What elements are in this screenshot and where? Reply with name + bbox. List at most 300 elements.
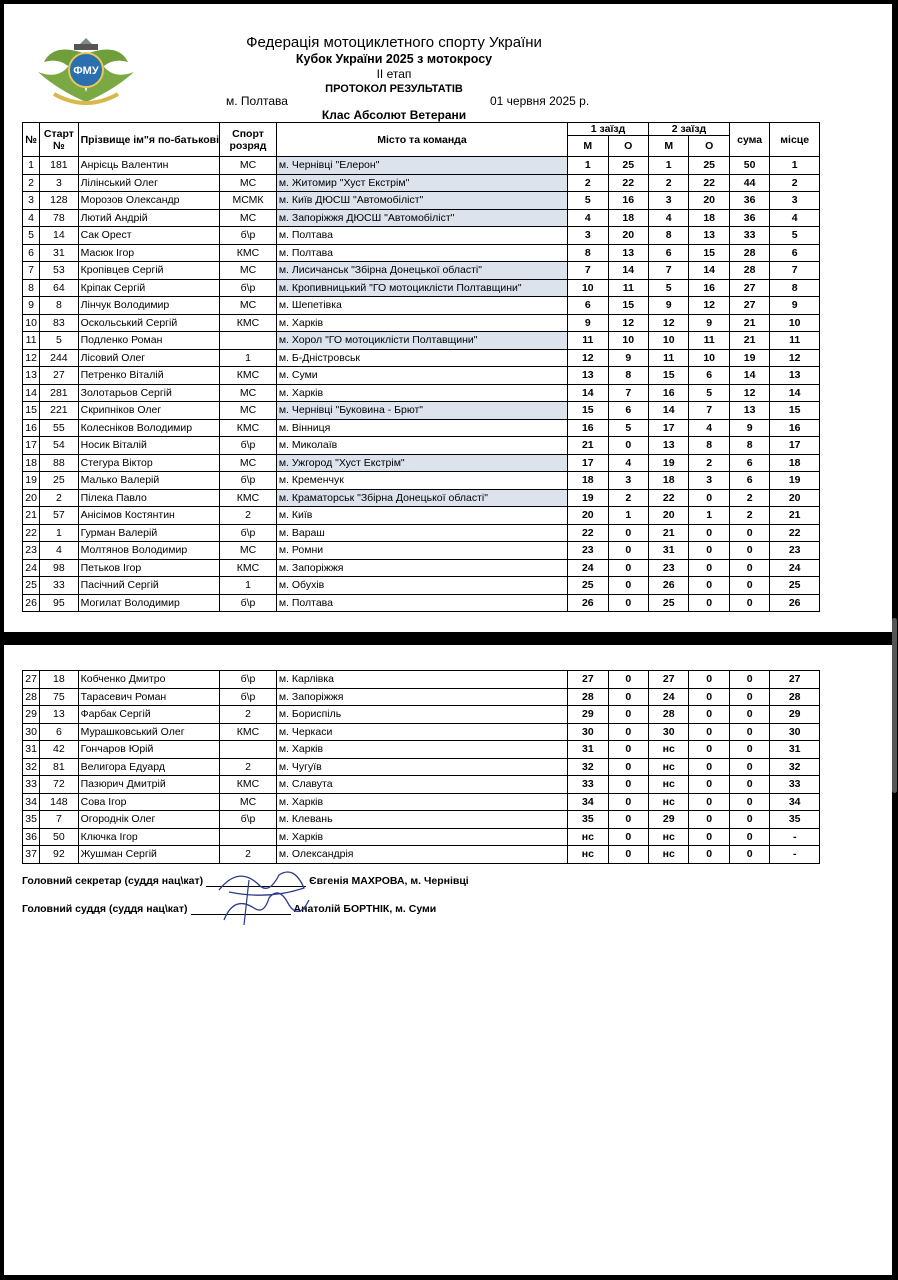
r2-m: 1	[649, 157, 689, 175]
table-row	[23, 472, 820, 490]
sport-rank: МС	[220, 793, 277, 811]
sport-rank: КМС	[220, 244, 277, 262]
r1-o: 14	[608, 262, 648, 280]
place: 18	[770, 454, 820, 472]
sum: 0	[729, 811, 769, 829]
team: м. Славута	[276, 776, 567, 794]
sum: 33	[729, 227, 769, 245]
place: 17	[770, 437, 820, 455]
start-number: 6	[40, 723, 78, 741]
start-number: 25	[40, 472, 78, 490]
team: м. Харків	[276, 314, 567, 332]
row-num: 35	[23, 811, 40, 829]
table-row	[23, 776, 820, 794]
place: 7	[770, 262, 820, 280]
r1-m: 25	[568, 577, 608, 595]
r2-m: 13	[649, 437, 689, 455]
rider-name: Морозов Олександр	[78, 192, 220, 210]
r1-m: 33	[568, 776, 608, 794]
r1-m: 34	[568, 793, 608, 811]
r2-m: 16	[649, 384, 689, 402]
team: м. Хорол "ГО мотоциклісти Полтавщини"	[276, 332, 567, 350]
place: 5	[770, 227, 820, 245]
start-number: 72	[40, 776, 78, 794]
sum: 0	[729, 793, 769, 811]
sport-rank: МС	[220, 454, 277, 472]
row-num: 12	[23, 349, 40, 367]
r1-o: 0	[608, 776, 648, 794]
sport-rank: КМС	[220, 776, 277, 794]
handwritten-signatures	[209, 860, 319, 930]
row-num: 24	[23, 559, 40, 577]
r1-m: 29	[568, 706, 608, 724]
r1-m: 12	[568, 349, 608, 367]
row-num: 7	[23, 262, 40, 280]
sum: 19	[729, 349, 769, 367]
col-team: Місто та команда	[276, 123, 567, 157]
sum: 0	[729, 542, 769, 560]
sport-rank: б\р	[220, 594, 277, 612]
table-row	[23, 297, 820, 315]
r2-m: 25	[649, 594, 689, 612]
r1-m: 17	[568, 454, 608, 472]
start-number: 14	[40, 227, 78, 245]
r1-m: 24	[568, 559, 608, 577]
r2-o: 0	[689, 577, 729, 595]
sum: 0	[729, 846, 769, 864]
table-row	[23, 349, 820, 367]
team: м. Харків	[276, 384, 567, 402]
table-row	[23, 723, 820, 741]
row-num: 14	[23, 384, 40, 402]
r2-o: 0	[689, 776, 729, 794]
r2-m: 20	[649, 507, 689, 525]
row-num: 3	[23, 192, 40, 210]
r2-o: 0	[689, 741, 729, 759]
protocol-title: ПРОТОКОЛ РЕЗУЛЬТАТІВ	[325, 83, 463, 95]
col-r2-m: М	[649, 136, 689, 157]
table-row	[23, 157, 820, 175]
row-num: 30	[23, 723, 40, 741]
table-row	[23, 828, 820, 846]
rider-name: Лілінський Олег	[78, 174, 220, 192]
secretary-name: Євгенія МАХРОВА, м. Чернівці	[309, 875, 469, 887]
place: 35	[770, 811, 820, 829]
r2-m: 14	[649, 402, 689, 420]
r1-o: 18	[608, 209, 648, 227]
r2-m: 30	[649, 723, 689, 741]
r1-o: 0	[608, 723, 648, 741]
sum: 21	[729, 314, 769, 332]
team: м. Лисичанськ "Збірна Донецької області"	[276, 262, 567, 280]
r1-m: 4	[568, 209, 608, 227]
row-num: 6	[23, 244, 40, 262]
row-num: 16	[23, 419, 40, 437]
sport-rank	[220, 741, 277, 759]
table-row	[23, 384, 820, 402]
start-number: 181	[40, 157, 78, 175]
place: 19	[770, 472, 820, 490]
sport-rank: б\р	[220, 227, 277, 245]
place: 28	[770, 688, 820, 706]
sum: 0	[729, 688, 769, 706]
r1-o: 0	[608, 594, 648, 612]
rider-name: Масюк Ігор	[78, 244, 220, 262]
sport-rank: 1	[220, 577, 277, 595]
sport-rank: 2	[220, 758, 277, 776]
sport-rank: б\р	[220, 811, 277, 829]
scrollbar-thumb[interactable]	[892, 618, 897, 793]
rider-name: Лінчук Володимир	[78, 297, 220, 315]
row-num: 5	[23, 227, 40, 245]
start-number: 98	[40, 559, 78, 577]
stage-title: ІІ етап	[376, 67, 412, 81]
start-number: 128	[40, 192, 78, 210]
r2-o: 6	[689, 367, 729, 385]
sum: 14	[729, 367, 769, 385]
table-row	[23, 671, 820, 689]
r2-m: 27	[649, 671, 689, 689]
r1-m: 19	[568, 489, 608, 507]
results-table-continued	[22, 670, 820, 864]
r1-m: 31	[568, 741, 608, 759]
row-num: 11	[23, 332, 40, 350]
team: м. Харків	[276, 793, 567, 811]
sport-rank: КМС	[220, 489, 277, 507]
r2-o: 0	[689, 758, 729, 776]
place: 21	[770, 507, 820, 525]
r2-m: 28	[649, 706, 689, 724]
rider-name: Носик Віталій	[78, 437, 220, 455]
place: 25	[770, 577, 820, 595]
rider-name: Кобченко Дмитро	[78, 671, 220, 689]
r2-o: 0	[689, 688, 729, 706]
r1-m: 20	[568, 507, 608, 525]
start-number: 33	[40, 577, 78, 595]
place: 20	[770, 489, 820, 507]
table-row	[23, 209, 820, 227]
col-r2-o: О	[689, 136, 729, 157]
row-num: 1	[23, 157, 40, 175]
sum: 36	[729, 192, 769, 210]
place: 26	[770, 594, 820, 612]
row-num: 23	[23, 542, 40, 560]
sport-rank: КМС	[220, 559, 277, 577]
r2-o: 0	[689, 706, 729, 724]
rider-name: Пазюрич Дмитрій	[78, 776, 220, 794]
rider-name: Сова Ігор	[78, 793, 220, 811]
team: м. Полтава	[276, 244, 567, 262]
start-number: 31	[40, 244, 78, 262]
start-number: 27	[40, 367, 78, 385]
r2-m: 18	[649, 472, 689, 490]
r2-m: 10	[649, 332, 689, 350]
table-row	[23, 174, 820, 192]
team: м. Вараш	[276, 524, 567, 542]
start-number: 3	[40, 174, 78, 192]
results-sheet-page-1	[4, 4, 892, 632]
r1-o: 5	[608, 419, 648, 437]
rider-name: Золотарьов Сергій	[78, 384, 220, 402]
r1-o: 0	[608, 688, 648, 706]
results-table	[22, 122, 820, 612]
rider-name: Гурман Валерій	[78, 524, 220, 542]
place: 32	[770, 758, 820, 776]
row-num: 26	[23, 594, 40, 612]
sport-rank: б\р	[220, 671, 277, 689]
r2-m: 12	[649, 314, 689, 332]
r1-m: 28	[568, 688, 608, 706]
r1-m: 13	[568, 367, 608, 385]
table-row	[23, 758, 820, 776]
table-row	[23, 332, 820, 350]
sum: 0	[729, 594, 769, 612]
table-row	[23, 542, 820, 560]
col-race2: 2 заїзд	[649, 123, 730, 136]
start-number: 81	[40, 758, 78, 776]
table-row	[23, 594, 820, 612]
sport-rank: МС	[220, 297, 277, 315]
r2-o: 0	[689, 723, 729, 741]
r1-m: 26	[568, 594, 608, 612]
sum: 27	[729, 297, 769, 315]
r1-o: 0	[608, 577, 648, 595]
r1-o: 0	[608, 706, 648, 724]
rider-name: Гончаров Юрій	[78, 741, 220, 759]
event-date: 01 червня 2025 р.	[490, 94, 590, 108]
sport-rank: МС	[220, 384, 277, 402]
sport-rank: МС	[220, 209, 277, 227]
rider-name: Подленко Роман	[78, 332, 220, 350]
sum: 0	[729, 758, 769, 776]
col-rank: Спорт розряд	[220, 123, 277, 157]
start-number: 8	[40, 297, 78, 315]
r1-m: 10	[568, 279, 608, 297]
table-row	[23, 244, 820, 262]
r1-m: 5	[568, 192, 608, 210]
col-place: місце	[770, 123, 820, 157]
r1-o: 0	[608, 524, 648, 542]
table-row	[23, 577, 820, 595]
r2-o: 20	[689, 192, 729, 210]
r2-o: 0	[689, 828, 729, 846]
r1-o: 12	[608, 314, 648, 332]
r1-o: 8	[608, 367, 648, 385]
row-num: 36	[23, 828, 40, 846]
table-row	[23, 367, 820, 385]
start-number: 18	[40, 671, 78, 689]
r1-o: 22	[608, 174, 648, 192]
sum: 0	[729, 828, 769, 846]
sum: 0	[729, 559, 769, 577]
start-number: 64	[40, 279, 78, 297]
r2-m: нс	[649, 828, 689, 846]
r1-m: 6	[568, 297, 608, 315]
r2-m: 15	[649, 367, 689, 385]
sum: 36	[729, 209, 769, 227]
place: 31	[770, 741, 820, 759]
event-city: м. Полтава	[226, 94, 288, 108]
sport-rank: КМС	[220, 367, 277, 385]
r1-o: 20	[608, 227, 648, 245]
team: м. Чернівці "Буковина - Брют"	[276, 402, 567, 420]
r1-o: 15	[608, 297, 648, 315]
r1-m: 7	[568, 262, 608, 280]
row-num: 33	[23, 776, 40, 794]
place: 29	[770, 706, 820, 724]
r2-o: 4	[689, 419, 729, 437]
col-num: №	[23, 123, 40, 157]
r1-o: 11	[608, 279, 648, 297]
sport-rank: МСМК	[220, 192, 277, 210]
row-num: 31	[23, 741, 40, 759]
sum: 44	[729, 174, 769, 192]
place: 12	[770, 349, 820, 367]
col-name: Прізвище ім"я по-батькові	[78, 123, 220, 157]
start-number: 244	[40, 349, 78, 367]
team: м. Клевань	[276, 811, 567, 829]
r2-m: 6	[649, 244, 689, 262]
table-row	[23, 688, 820, 706]
r2-m: нс	[649, 758, 689, 776]
rider-name: Анрієць Валентин	[78, 157, 220, 175]
r1-o: 0	[608, 828, 648, 846]
sport-rank: 2	[220, 507, 277, 525]
sum: 9	[729, 419, 769, 437]
row-num: 18	[23, 454, 40, 472]
r2-m: 8	[649, 227, 689, 245]
col-r1-m: М	[568, 136, 608, 157]
sport-rank	[220, 828, 277, 846]
rider-name: Скрипніков Олег	[78, 402, 220, 420]
r2-o: 13	[689, 227, 729, 245]
rider-name: Петренко Віталій	[78, 367, 220, 385]
start-number: 42	[40, 741, 78, 759]
sport-rank: б\р	[220, 437, 277, 455]
team: м. Харків	[276, 741, 567, 759]
row-num: 34	[23, 793, 40, 811]
r1-m: 2	[568, 174, 608, 192]
r1-m: 3	[568, 227, 608, 245]
rider-name: Пасічний Сергій	[78, 577, 220, 595]
rider-name: Петьков Ігор	[78, 559, 220, 577]
table-row	[23, 793, 820, 811]
sum: 0	[729, 671, 769, 689]
start-number: 78	[40, 209, 78, 227]
start-number: 54	[40, 437, 78, 455]
sport-rank: 2	[220, 706, 277, 724]
rider-name: Стегура Віктор	[78, 454, 220, 472]
r1-o: 0	[608, 559, 648, 577]
row-num: 9	[23, 297, 40, 315]
col-start: Старт №	[40, 123, 78, 157]
r1-o: 1	[608, 507, 648, 525]
start-number: 50	[40, 828, 78, 846]
rider-name: Сак Орест	[78, 227, 220, 245]
row-num: 8	[23, 279, 40, 297]
r2-m: 2	[649, 174, 689, 192]
place: 14	[770, 384, 820, 402]
team: м. Краматорськ "Збірна Донецької області"	[276, 489, 567, 507]
team: м. Кропивницький "ГО мотоциклісти Полтавщини"	[276, 279, 567, 297]
sum: 28	[729, 262, 769, 280]
r1-o: 7	[608, 384, 648, 402]
r2-m: 17	[649, 419, 689, 437]
team: м. Харків	[276, 828, 567, 846]
rider-name: Огороднік Олег	[78, 811, 220, 829]
r1-o: 9	[608, 349, 648, 367]
team: м. Шепетівка	[276, 297, 567, 315]
team: м. Запоріжжя	[276, 559, 567, 577]
r2-o: 0	[689, 542, 729, 560]
place: 15	[770, 402, 820, 420]
table-row	[23, 489, 820, 507]
sport-rank: МС	[220, 174, 277, 192]
row-num: 28	[23, 688, 40, 706]
federation-title: Федерація мотоциклетного спорту України	[246, 34, 542, 51]
team: м. Полтава	[276, 227, 567, 245]
start-number: 13	[40, 706, 78, 724]
r2-m: нс	[649, 846, 689, 864]
sport-rank: КМС	[220, 419, 277, 437]
team: м. Чернівці "Елерон"	[276, 157, 567, 175]
r2-o: 18	[689, 209, 729, 227]
r2-m: 23	[649, 559, 689, 577]
r2-o: 2	[689, 454, 729, 472]
r2-o: 7	[689, 402, 729, 420]
sport-rank: МС	[220, 542, 277, 560]
r2-o: 22	[689, 174, 729, 192]
place: -	[770, 846, 820, 864]
r1-o: 0	[608, 741, 648, 759]
sum: 50	[729, 157, 769, 175]
place: -	[770, 828, 820, 846]
r1-m: 11	[568, 332, 608, 350]
start-number: 7	[40, 811, 78, 829]
r2-o: 9	[689, 314, 729, 332]
r1-m: 35	[568, 811, 608, 829]
r2-o: 0	[689, 594, 729, 612]
r1-o: 10	[608, 332, 648, 350]
r2-o: 0	[689, 671, 729, 689]
team: м. Полтава	[276, 594, 567, 612]
r2-o: 25	[689, 157, 729, 175]
place: 16	[770, 419, 820, 437]
start-number: 92	[40, 846, 78, 864]
row-num: 10	[23, 314, 40, 332]
r2-m: 22	[649, 489, 689, 507]
class-title: Клас Абсолют Ветерани	[321, 108, 467, 122]
place: 3	[770, 192, 820, 210]
team: м. Запоріжжя ДЮСШ "Автомобіліст"	[276, 209, 567, 227]
place: 23	[770, 542, 820, 560]
place: 1	[770, 157, 820, 175]
row-num: 13	[23, 367, 40, 385]
r2-m: 26	[649, 577, 689, 595]
r2-m: 31	[649, 542, 689, 560]
rider-name: Кріпак Сергій	[78, 279, 220, 297]
row-num: 22	[23, 524, 40, 542]
r1-o: 4	[608, 454, 648, 472]
table-row	[23, 227, 820, 245]
table-row	[23, 741, 820, 759]
rider-name: Молтянов Володимир	[78, 542, 220, 560]
r2-m: 21	[649, 524, 689, 542]
r2-m: нс	[649, 793, 689, 811]
r1-m: 18	[568, 472, 608, 490]
rider-name: Колесніков Володимир	[78, 419, 220, 437]
sport-rank: 1	[220, 349, 277, 367]
